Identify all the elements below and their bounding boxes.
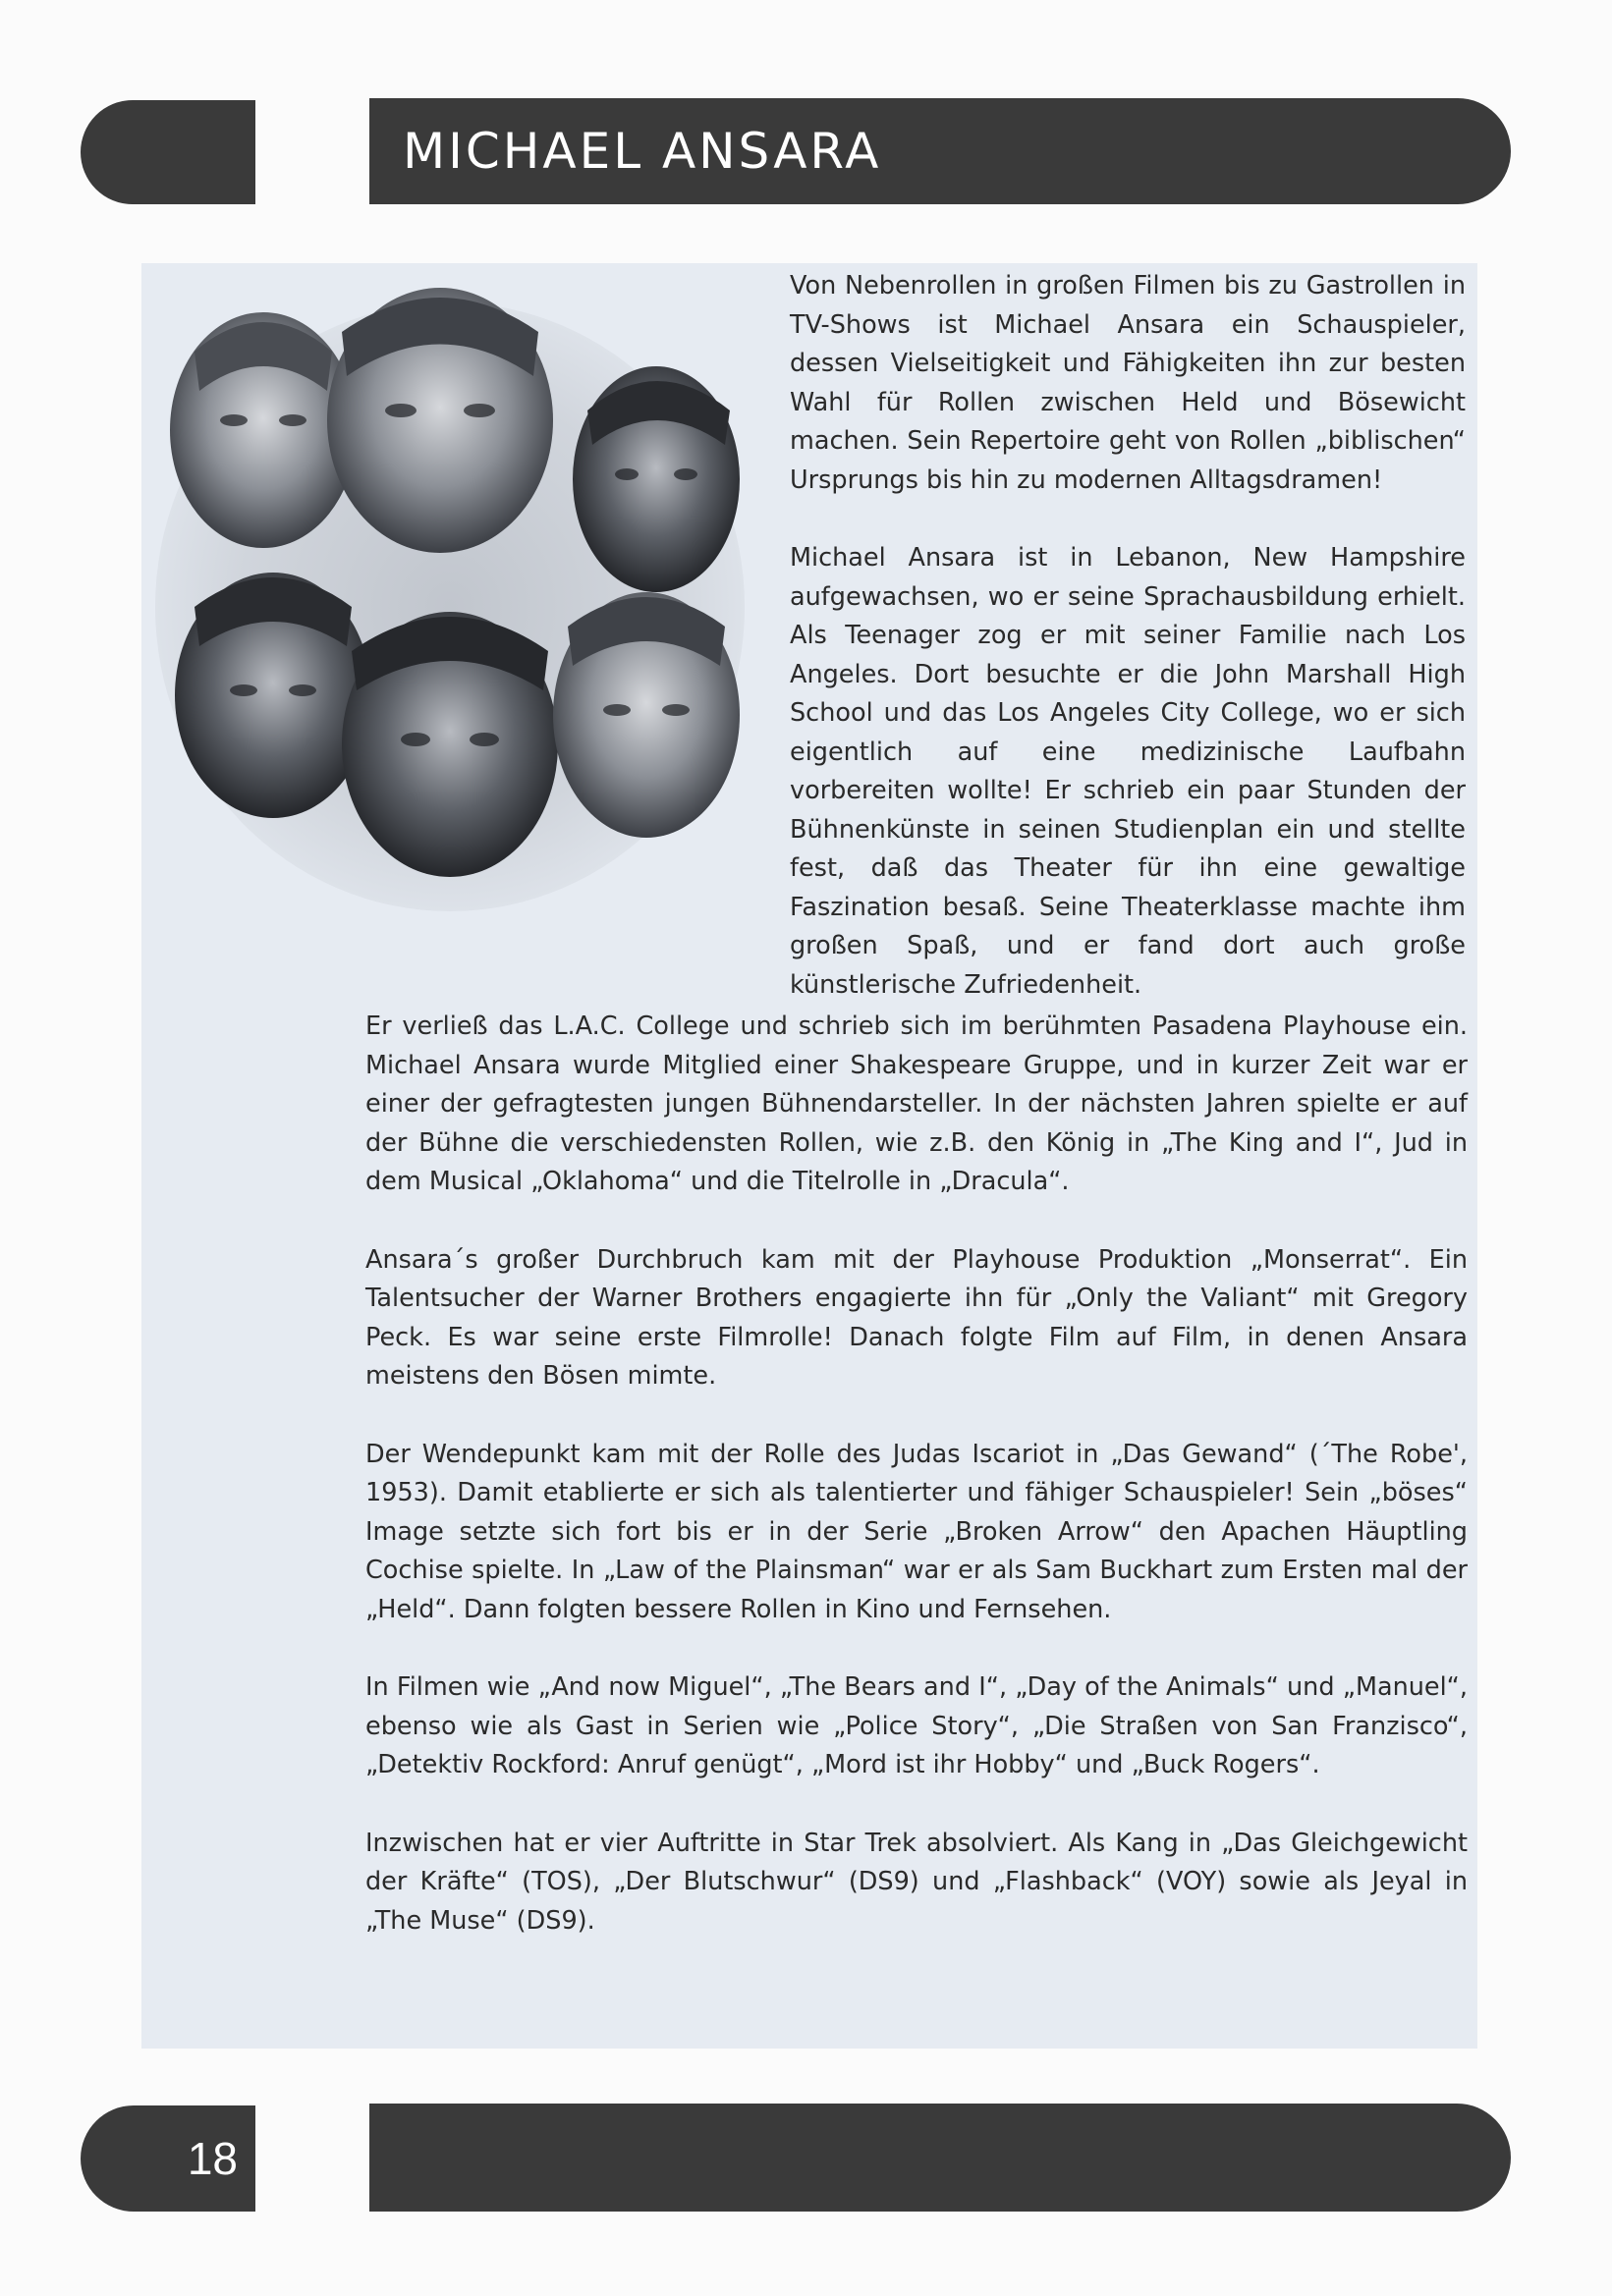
page-number: 18 <box>187 2133 238 2184</box>
body-paragraph: Ansara´s großer Durchbruch kam mit der Playhouse Produktion „Monserrat“. Ein Talentsucher der Warner Brothers engagierte ihn für „Only the Valiant“ mit Gregory Peck. Es war seine erste Filmrolle! Danach folgte Film auf Film, in denen Ansara meistens den Bösen mimte. <box>365 1244 1468 1391</box>
footer-left-tab <box>81 2105 255 2212</box>
intro-column <box>790 267 1466 1044</box>
body-paragraph: Der Wendepunkt kam mit der Rolle des Judas Iscariot in „Das Gewand“ (´The Robe', 1953). Damit etablierte er sich als talentierter und fähiger Schauspieler! Sein „böses“ Image setzte sich fort bis er in der Serie „Broken Arrow“ den Apachen Häuptling Cochise spielte. In „Law of the Plainsman“ war er als Sam Buckhart zum Ersten mal der „Held“. Dann folgten bessere Rollen in Kino und Fernsehen. <box>365 1439 1468 1624</box>
body-paragraph: In Filmen wie „And now Miguel“, „The Bears and I“, „Day of the Animals“ und „Manuel“, ebenso wie als Gast in Serien wie „Police Story“, „Die Straßen von San Franzisco“, „Detektiv Rockford: Anruf genügt“, „Mord ist ihr Hobby“ und „Buck Rogers“. <box>365 1672 1468 1779</box>
page-title: MICHAEL ANSARA <box>403 123 882 180</box>
header-bar <box>369 98 1511 204</box>
body-paragraph: Inzwischen hat er vier Auftritte in Star Trek absolviert. Als Kang in „Das Gleichgewicht der Kräfte“ (TOS), „Der Blutschwur“ (DS9) und „Flashback“ (VOY) sowie als Jeyal in „The Muse“ (DS9). <box>365 1828 1468 1936</box>
header-left-tab <box>81 100 255 204</box>
intro-paragraph: Von Nebenrollen in großen Filmen bis zu Gastrollen in TV-Shows ist Michael Ansara ein Schauspieler, dessen Vielseitigkeit und Fähigkeiten ihn zur besten Wahl für Rollen zwischen Held und Bösewicht machen. Sein Repertoire geht von Rollen „biblischen“ Ursprungs bis hin zu modernen Alltagsdramen! <box>790 271 1466 495</box>
intro-paragraph: Michael Ansara ist in Lebanon, New Hampshire aufgewachsen, wo er seine Sprachausbildung erhielt. Als Teenager zog er mit seiner Familie nach Los Angeles. Dort besuchte er die John Marshall High School und das Los Angeles City College, wo er sich eigentlich auf eine medizinische Laufbahn vorbereiten wollte! Er schrieb ein paar Stunden der Bühnenkünste in seinen Studienplan ein und stellte fest, daß das Theater für ihn eine gewaltige Faszination besaß. Seine Theaterklasse machte ihm großen Spaß, und er fand dort auch große künstlerische Zufriedenheit. <box>790 543 1466 1000</box>
body-text <box>365 1008 1468 1980</box>
portrait-collage-icon <box>155 283 764 921</box>
body-paragraph: Er verließ das L.A.C. College und schrieb sich im berühmten Pasadena Playhouse ein. Michael Ansara wurde Mitglied einer Shakespeare Gruppe, und in kurzer Zeit war er einer der gefragtesten jungen Bühnendarsteller. In der nächsten Jahren spielte er auf der Bühne die verschiedensten Rollen, wie z.B. den König in „The King and I“, Jud in dem Musical „Oklahoma“ und die Titelrolle in „Dracula“. <box>365 1011 1468 1196</box>
footer-bar <box>369 2104 1511 2212</box>
